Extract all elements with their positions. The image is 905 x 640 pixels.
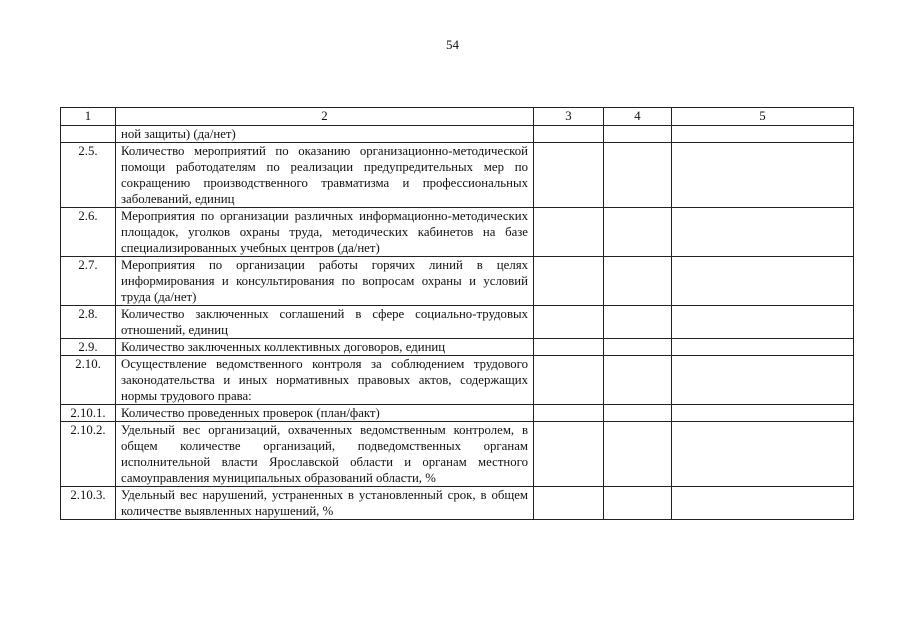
table-row [61, 306, 854, 339]
header-col-2: 2 [116, 108, 534, 126]
row-cell-col-3 [534, 405, 604, 422]
row-number: 2.5. [61, 143, 116, 208]
row-cell-col-5 [672, 208, 854, 257]
header-col-3: 3 [534, 108, 604, 126]
table-row [61, 257, 854, 306]
table-row [61, 487, 854, 520]
table-row [61, 405, 854, 422]
row-cell-col-3 [534, 356, 604, 405]
row-number: 2.9. [61, 339, 116, 356]
row-cell-col-4 [604, 356, 672, 405]
row-cell-col-3 [534, 126, 604, 143]
row-description: Удельный вес организаций, охваченных ведомственным контролем, в общем количестве организаций, подведомственных органам исполнительной власти Ярославской области и органам местного самоуправления муниципальных образований области, % [116, 422, 534, 487]
row-cell-col-5 [672, 126, 854, 143]
row-description: Мероприятия по организации работы горячих линий в целях информирования и консультирования по вопросам охраны и условий труда (да/нет) [116, 257, 534, 306]
row-description: Количество проведенных проверок (план/факт) [116, 405, 534, 422]
row-description: Удельный вес нарушений, устраненных в установленный срок, в общем количестве выявленных нарушений, % [116, 487, 534, 520]
row-cell-col-4 [604, 339, 672, 356]
row-number: 2.10.1. [61, 405, 116, 422]
row-cell-col-4 [604, 487, 672, 520]
row-cell-col-3 [534, 339, 604, 356]
row-cell-col-5 [672, 257, 854, 306]
row-cell-col-5 [672, 422, 854, 487]
header-col-5: 5 [672, 108, 854, 126]
row-description: Количество мероприятий по оказанию организационно-методической помощи работодателям по реализации предупредительных мер по сокращению производственного травматизма и профессиональных заболеваний, единиц [116, 143, 534, 208]
row-cell-col-5 [672, 487, 854, 520]
row-cell-col-3 [534, 143, 604, 208]
row-cell-col-4 [604, 405, 672, 422]
table-row [61, 356, 854, 405]
header-col-4: 4 [604, 108, 672, 126]
row-cell-col-5 [672, 339, 854, 356]
row-number: 2.10.2. [61, 422, 116, 487]
row-number: 2.8. [61, 306, 116, 339]
row-number: 2.10.3. [61, 487, 116, 520]
row-cell-col-3 [534, 208, 604, 257]
row-cell-col-4 [604, 257, 672, 306]
table-row [61, 208, 854, 257]
row-number: 2.6. [61, 208, 116, 257]
row-cell-col-5 [672, 143, 854, 208]
row-description: Количество заключенных соглашений в сфере социально-трудовых отношений, единиц [116, 306, 534, 339]
row-number: 2.10. [61, 356, 116, 405]
row-cell-col-5 [672, 405, 854, 422]
row-cell-col-5 [672, 356, 854, 405]
row-cell-col-3 [534, 306, 604, 339]
row-number [61, 126, 116, 143]
table-row [61, 339, 854, 356]
row-number: 2.7. [61, 257, 116, 306]
table-row [61, 126, 854, 143]
row-description: Количество заключенных коллективных договоров, единиц [116, 339, 534, 356]
row-cell-col-3 [534, 422, 604, 487]
row-cell-col-3 [534, 487, 604, 520]
table-row [61, 143, 854, 208]
table-row [61, 422, 854, 487]
row-cell-col-4 [604, 306, 672, 339]
row-description: ной защиты) (да/нет) [116, 126, 534, 143]
row-cell-col-3 [534, 257, 604, 306]
row-description: Осуществление ведомственного контроля за соблюдением трудового законодательства и иных нормативных правовых актов, содержащих нормы трудового права: [116, 356, 534, 405]
row-cell-col-4 [604, 208, 672, 257]
row-description: Мероприятия по организации различных информационно-методических площадок, уголков охраны труда, методических кабинетов на базе специализированных учебных центров (да/нет) [116, 208, 534, 257]
header-col-1: 1 [61, 108, 116, 126]
row-cell-col-5 [672, 306, 854, 339]
header-row [61, 108, 854, 126]
row-cell-col-4 [604, 143, 672, 208]
row-cell-col-4 [604, 126, 672, 143]
indicators-table [60, 107, 854, 520]
page-number: 54 [446, 37, 459, 52]
row-cell-col-4 [604, 422, 672, 487]
